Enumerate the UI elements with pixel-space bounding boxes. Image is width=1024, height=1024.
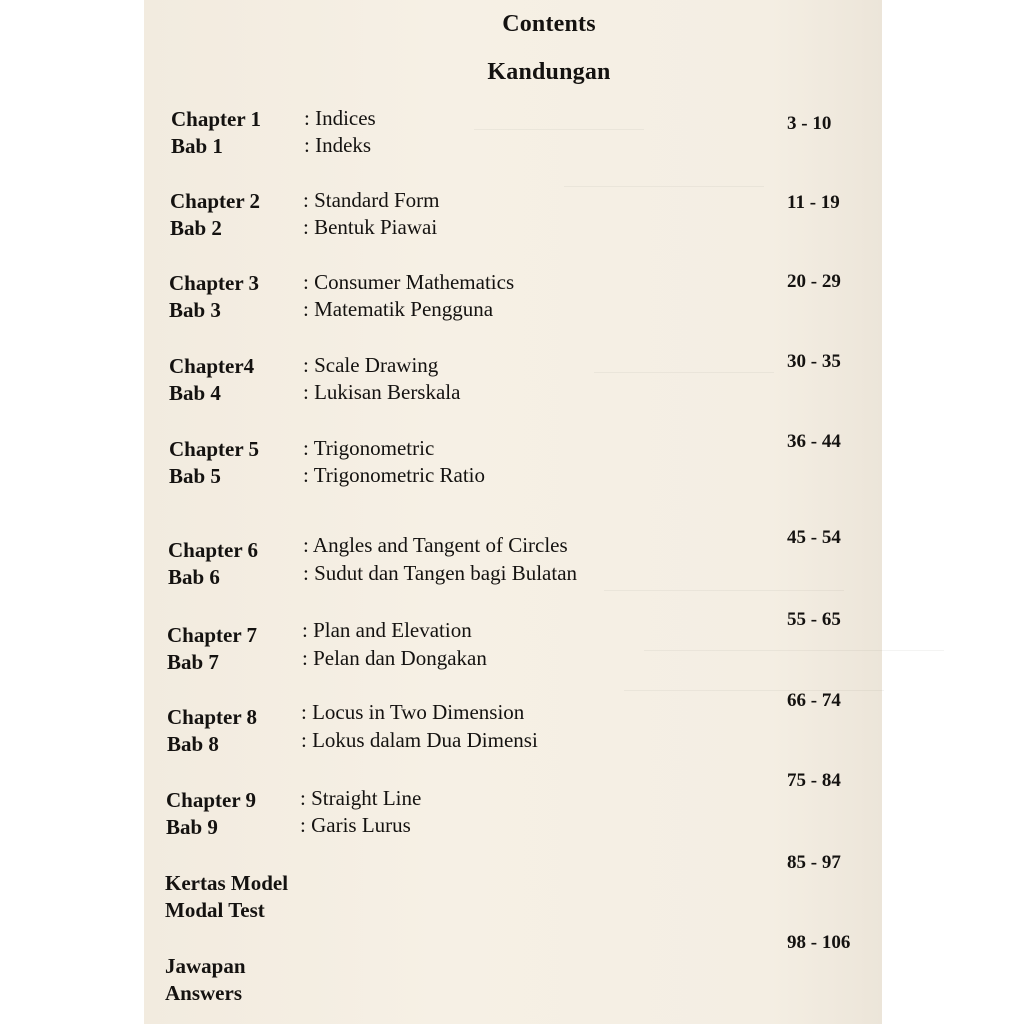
chapter-label: Chapter 5 xyxy=(169,437,260,461)
page-range: 75 - 84 xyxy=(787,770,841,791)
chapter-label: Chapter 7 xyxy=(167,623,258,647)
bab-label: Bab 9 xyxy=(166,815,218,839)
page-range: 98 - 106 xyxy=(787,932,851,953)
chapter-title-en: : Standard Form xyxy=(303,188,440,212)
chapter-label: Chapter 8 xyxy=(167,705,258,729)
page-range: 11 - 19 xyxy=(787,192,840,213)
chapter-title-en: : Locus in Two Dimension xyxy=(301,700,525,724)
bab-label: Bab 2 xyxy=(170,216,222,240)
chapter-label: Chapter 1 xyxy=(171,107,262,131)
section-label: Kertas Model xyxy=(165,871,289,895)
chapter-title-en: : Plan and Elevation xyxy=(302,618,472,642)
page-range: 20 - 29 xyxy=(787,271,841,292)
bab-label: Bab 7 xyxy=(167,650,219,674)
section-label: Answers xyxy=(165,981,242,1005)
chapter-label: Chapter 9 xyxy=(166,788,257,812)
section-label: Jawapan xyxy=(165,954,246,978)
chapter-label: Chapter 6 xyxy=(168,538,259,562)
chapter-title-en: : Angles and Tangent of Circles xyxy=(303,533,568,557)
chapter-title-ms: : Indeks xyxy=(304,133,372,157)
chapter-title-en: : Scale Drawing xyxy=(303,353,439,377)
chapter-title-ms: : Sudut dan Tangen bagi Bulatan xyxy=(303,561,578,585)
page-range: 36 - 44 xyxy=(787,431,841,452)
page-range: 30 - 35 xyxy=(787,351,841,372)
contents-page xyxy=(144,0,882,1024)
bleed-through-mark xyxy=(624,690,884,691)
bab-label: Bab 3 xyxy=(169,298,221,322)
chapter-title-ms: : Bentuk Piawai xyxy=(303,215,438,239)
chapter-label: Chapter 2 xyxy=(170,189,261,213)
chapter-title-ms: : Matematik Pengguna xyxy=(303,297,494,321)
bleed-through-mark xyxy=(604,590,844,591)
kandungan-heading: Kandungan xyxy=(487,59,611,85)
page-range: 3 - 10 xyxy=(787,113,832,134)
bleed-through-mark xyxy=(594,372,774,373)
section-label: Modal Test xyxy=(165,898,265,922)
chapter-title-ms: : Lukisan Berskala xyxy=(303,380,461,404)
chapter-title-ms: : Trigonometric Ratio xyxy=(303,463,486,487)
chapter-title-en: : Straight Line xyxy=(300,786,422,810)
contents-heading: Contents xyxy=(502,11,596,37)
bab-label: Bab 5 xyxy=(169,464,221,488)
chapter-label: Chapter4 xyxy=(169,354,255,378)
page-range: 66 - 74 xyxy=(787,690,841,711)
chapter-title-ms: : Pelan dan Dongakan xyxy=(302,646,487,670)
chapter-title-en: : Trigonometric xyxy=(303,436,435,460)
bleed-through-mark xyxy=(474,129,644,130)
chapter-title-en: : Indices xyxy=(304,106,376,130)
chapter-label: Chapter 3 xyxy=(169,271,260,295)
bleed-through-mark xyxy=(564,186,764,187)
page-range: 85 - 97 xyxy=(787,852,841,873)
chapter-title-ms: : Lokus dalam Dua Dimensi xyxy=(301,728,538,752)
page-range: 45 - 54 xyxy=(787,527,841,548)
chapter-title-ms: : Garis Lurus xyxy=(300,813,411,837)
bab-label: Bab 6 xyxy=(168,565,220,589)
bab-label: Bab 8 xyxy=(167,732,219,756)
bab-label: Bab 1 xyxy=(171,134,223,158)
bab-label: Bab 4 xyxy=(169,381,221,405)
page-range: 55 - 65 xyxy=(787,609,841,630)
bleed-through-mark xyxy=(644,650,944,651)
chapter-title-en: : Consumer Mathematics xyxy=(303,270,515,294)
